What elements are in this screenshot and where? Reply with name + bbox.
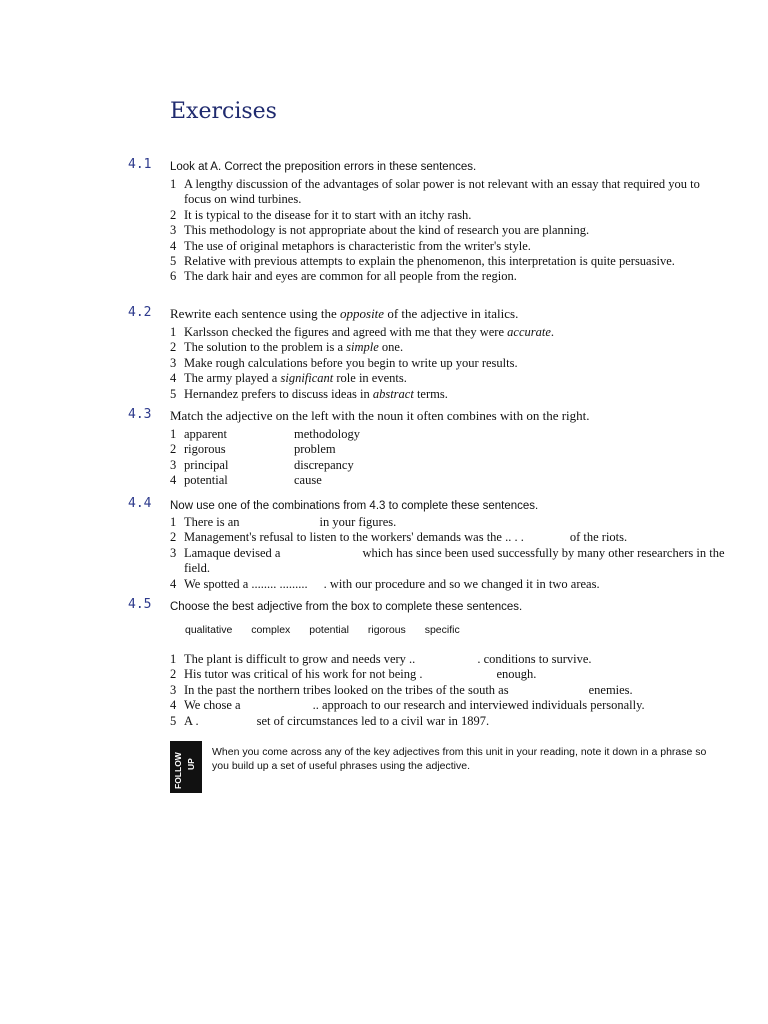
box-word: complex (251, 624, 291, 636)
list-item: 4 We chose a .. approach to our research and interviewed individuals personally. (170, 698, 645, 713)
list-item: 5 Hernandez prefers to discuss ideas in abstract terms. (170, 386, 448, 401)
exercise-number: 4.2 (128, 305, 152, 320)
box-word: potential (309, 624, 349, 636)
list-item: 3 In the past the northern tribes looked on the tribes of the south as enemies. (170, 682, 633, 697)
list-item: 1 Karlsson checked the figures and agreed with me that they were accurate. (170, 325, 554, 339)
list-item: 4 potential cause (170, 473, 322, 488)
list-item: 1 A lengthy discussion of the advantages of solar power is not relevant with an essay that required you to focus on wind turbines. (170, 177, 700, 207)
exercise-number: 4.4 (128, 496, 152, 511)
word-box (185, 624, 474, 636)
list-item: 3 This methodology is not appropriate about the kind of research you are planning. (170, 223, 590, 238)
list-item: 6 The dark hair and eyes are common for all people from the region. (170, 269, 517, 284)
list-item: 2 Management's refusal to listen to the workers' demands was the .. . . of the riots. (170, 530, 628, 545)
exercise-instruction: Match the adjective on the left with the noun it often combines with on the right. (170, 408, 590, 423)
exercise-number: 4.5 (128, 597, 152, 612)
list-item: 4 The army played a significant role in events. (170, 371, 407, 386)
list-item: 5 Relative with previous attempts to explain the phenomenon, this interpretation is quite persuasive. (170, 254, 675, 269)
list-item: 2 The solution to the problem is a simple one. (170, 340, 404, 355)
exercise-items (170, 325, 730, 402)
follow-up-text: When you come across any of the key adjectives from this unit in your reading, note it down in a phrase so you build up a set of useful phrases using the adjective. (212, 746, 707, 772)
exercise-number: 4.1 (128, 157, 152, 172)
exercise-instruction: Now use one of the combinations from 4.3 to complete these sentences. (170, 500, 539, 512)
exercise-instruction: Look at A. Correct the preposition errors in these sentences. (170, 161, 477, 173)
list-item: 3 Make rough calculations before you begin to write up your results. (170, 355, 518, 370)
list-item: 2 It is typical to the disease for it to start with an itchy rash. (170, 207, 472, 222)
list-item: 2 rigorous problem (170, 442, 336, 457)
list-item: 1 apparent methodology (170, 427, 360, 441)
list-item: 3 principal discrepancy (170, 457, 354, 472)
box-word: qualitative (185, 624, 233, 636)
exercise-instruction: Choose the best adjective from the box to complete these sentences. (170, 601, 523, 613)
list-item: 1 There is an in your figures. (170, 515, 397, 529)
list-item: 1 The plant is difficult to grow and needs very .. . conditions to survive. (170, 652, 592, 666)
box-word: rigorous (367, 624, 406, 636)
list-item: 3 Lamaque devised a which has since been used successfully by many other researchers in the field. (170, 545, 725, 576)
exercise-instruction: Rewrite each sentence using the opposite of the adjective in italics. (170, 306, 519, 321)
matching-list (170, 427, 730, 489)
list-item: 4 We spotted a ........ ......... . with our procedure and so we changed it in two areas. (170, 576, 600, 591)
exercise-number: 4.3 (128, 407, 152, 422)
exercise-items (170, 515, 730, 592)
page-title: Exercises (170, 99, 277, 124)
list-item: 4 The use of original metaphors is characteristic from the writer's style. (170, 238, 531, 253)
list-item: 2 His tutor was critical of his work for not being . enough. (170, 667, 537, 682)
exercise-items (170, 652, 730, 729)
list-item: 5 A . set of circumstances led to a civil war in 1897. (170, 713, 490, 728)
follow-up-badge: FOLLOW UP (170, 741, 202, 793)
box-word: specific (424, 624, 460, 636)
exercise-items (170, 177, 730, 285)
